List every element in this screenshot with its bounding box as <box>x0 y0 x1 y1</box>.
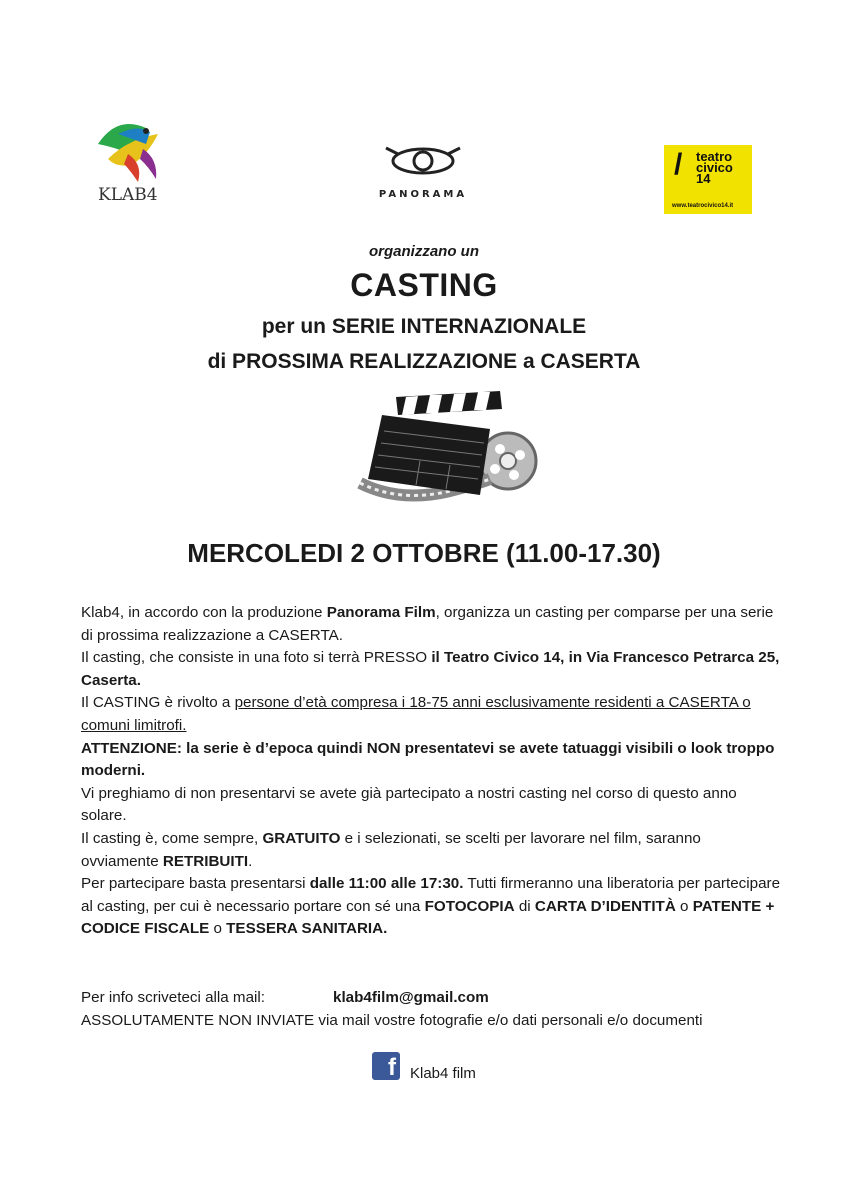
teatro-url: www.teatrocivico14.it <box>672 203 734 209</box>
klab4-logo <box>88 104 180 214</box>
facebook-icon: f <box>372 1052 400 1080</box>
facebook-label: Klab4 film <box>410 1065 476 1082</box>
paragraph-free: Il casting è, come sempre, GRATUITO e i selezionati, se scelti per lavorare nel film, saranno ovviamente RETRIBUITI. <box>81 829 701 870</box>
subtitle-line-1: per un SERIE INTERNAZIONALE <box>261 315 587 338</box>
paragraph-previous: Vi preghiamo di non presentarvi se avete già partecipato a nostri casting nel corso di questo anno solare. <box>81 784 737 825</box>
contact-email-link[interactable]: klab4film@gmail.com <box>333 989 489 1006</box>
klab4-logo-text: KLAB4 <box>98 185 158 205</box>
contact-label: Per info scriveteci alla mail: <box>81 989 266 1006</box>
intro-line: organizzano un <box>369 243 479 260</box>
page-title: CASTING <box>350 267 498 303</box>
teatro-civico-logo: / teatro civico 14 www.teatrocivico14.it <box>664 145 752 214</box>
subtitle-line-2: di PROSSIMA REALIZZAZIONE a CASERTA <box>207 350 641 373</box>
paragraph-location: Il casting, che consiste in una foto si terrà PRESSO il Teatro Civico 14, in Via Francesco Petrarca 25, Caserta. <box>81 649 780 689</box>
paragraph-documents: Per partecipare basta presentarsi dalle 11:00 alle 17:30. Tutti firmeranno una liberatoria per partecipare al casting, per cui è necessario portare con sé una FOTOCOPIA di CARTA D’IDENTITÀ o PATENTE + CODICE FISCALE o TESSERA SANITARIA. <box>81 875 781 938</box>
panorama-logo-text: PANORAMA <box>378 189 468 200</box>
contact-section <box>81 987 781 1032</box>
paragraph-eligibility: Il CASTING è rivolto a persone d’età compresa i 18-75 anni esclusivamente residenti a CASERTA o comuni limitrofi. <box>81 694 751 734</box>
casting-description <box>81 602 781 941</box>
contact-warning: ASSOLUTAMENTE NON INVIATE via mail vostre fotografie e/o dati personali e/o documenti <box>81 1011 703 1029</box>
clapperboard-image <box>340 383 550 505</box>
paragraph-warning: ATTENZIONE: la serie è d’epoca quindi NON presentatevi se avete tatuaggi visibili o look troppo moderni. <box>81 739 775 780</box>
paragraph-intro: Klab4, in accordo con la produzione Panorama Film, organizza un casting per comparse per una serie di prossima realizzazione a CASERTA. <box>81 604 774 644</box>
casting-date: MERCOLEDI 2 OTTOBRE (11.00-17.30) <box>187 538 661 568</box>
panorama-logo <box>378 140 468 202</box>
